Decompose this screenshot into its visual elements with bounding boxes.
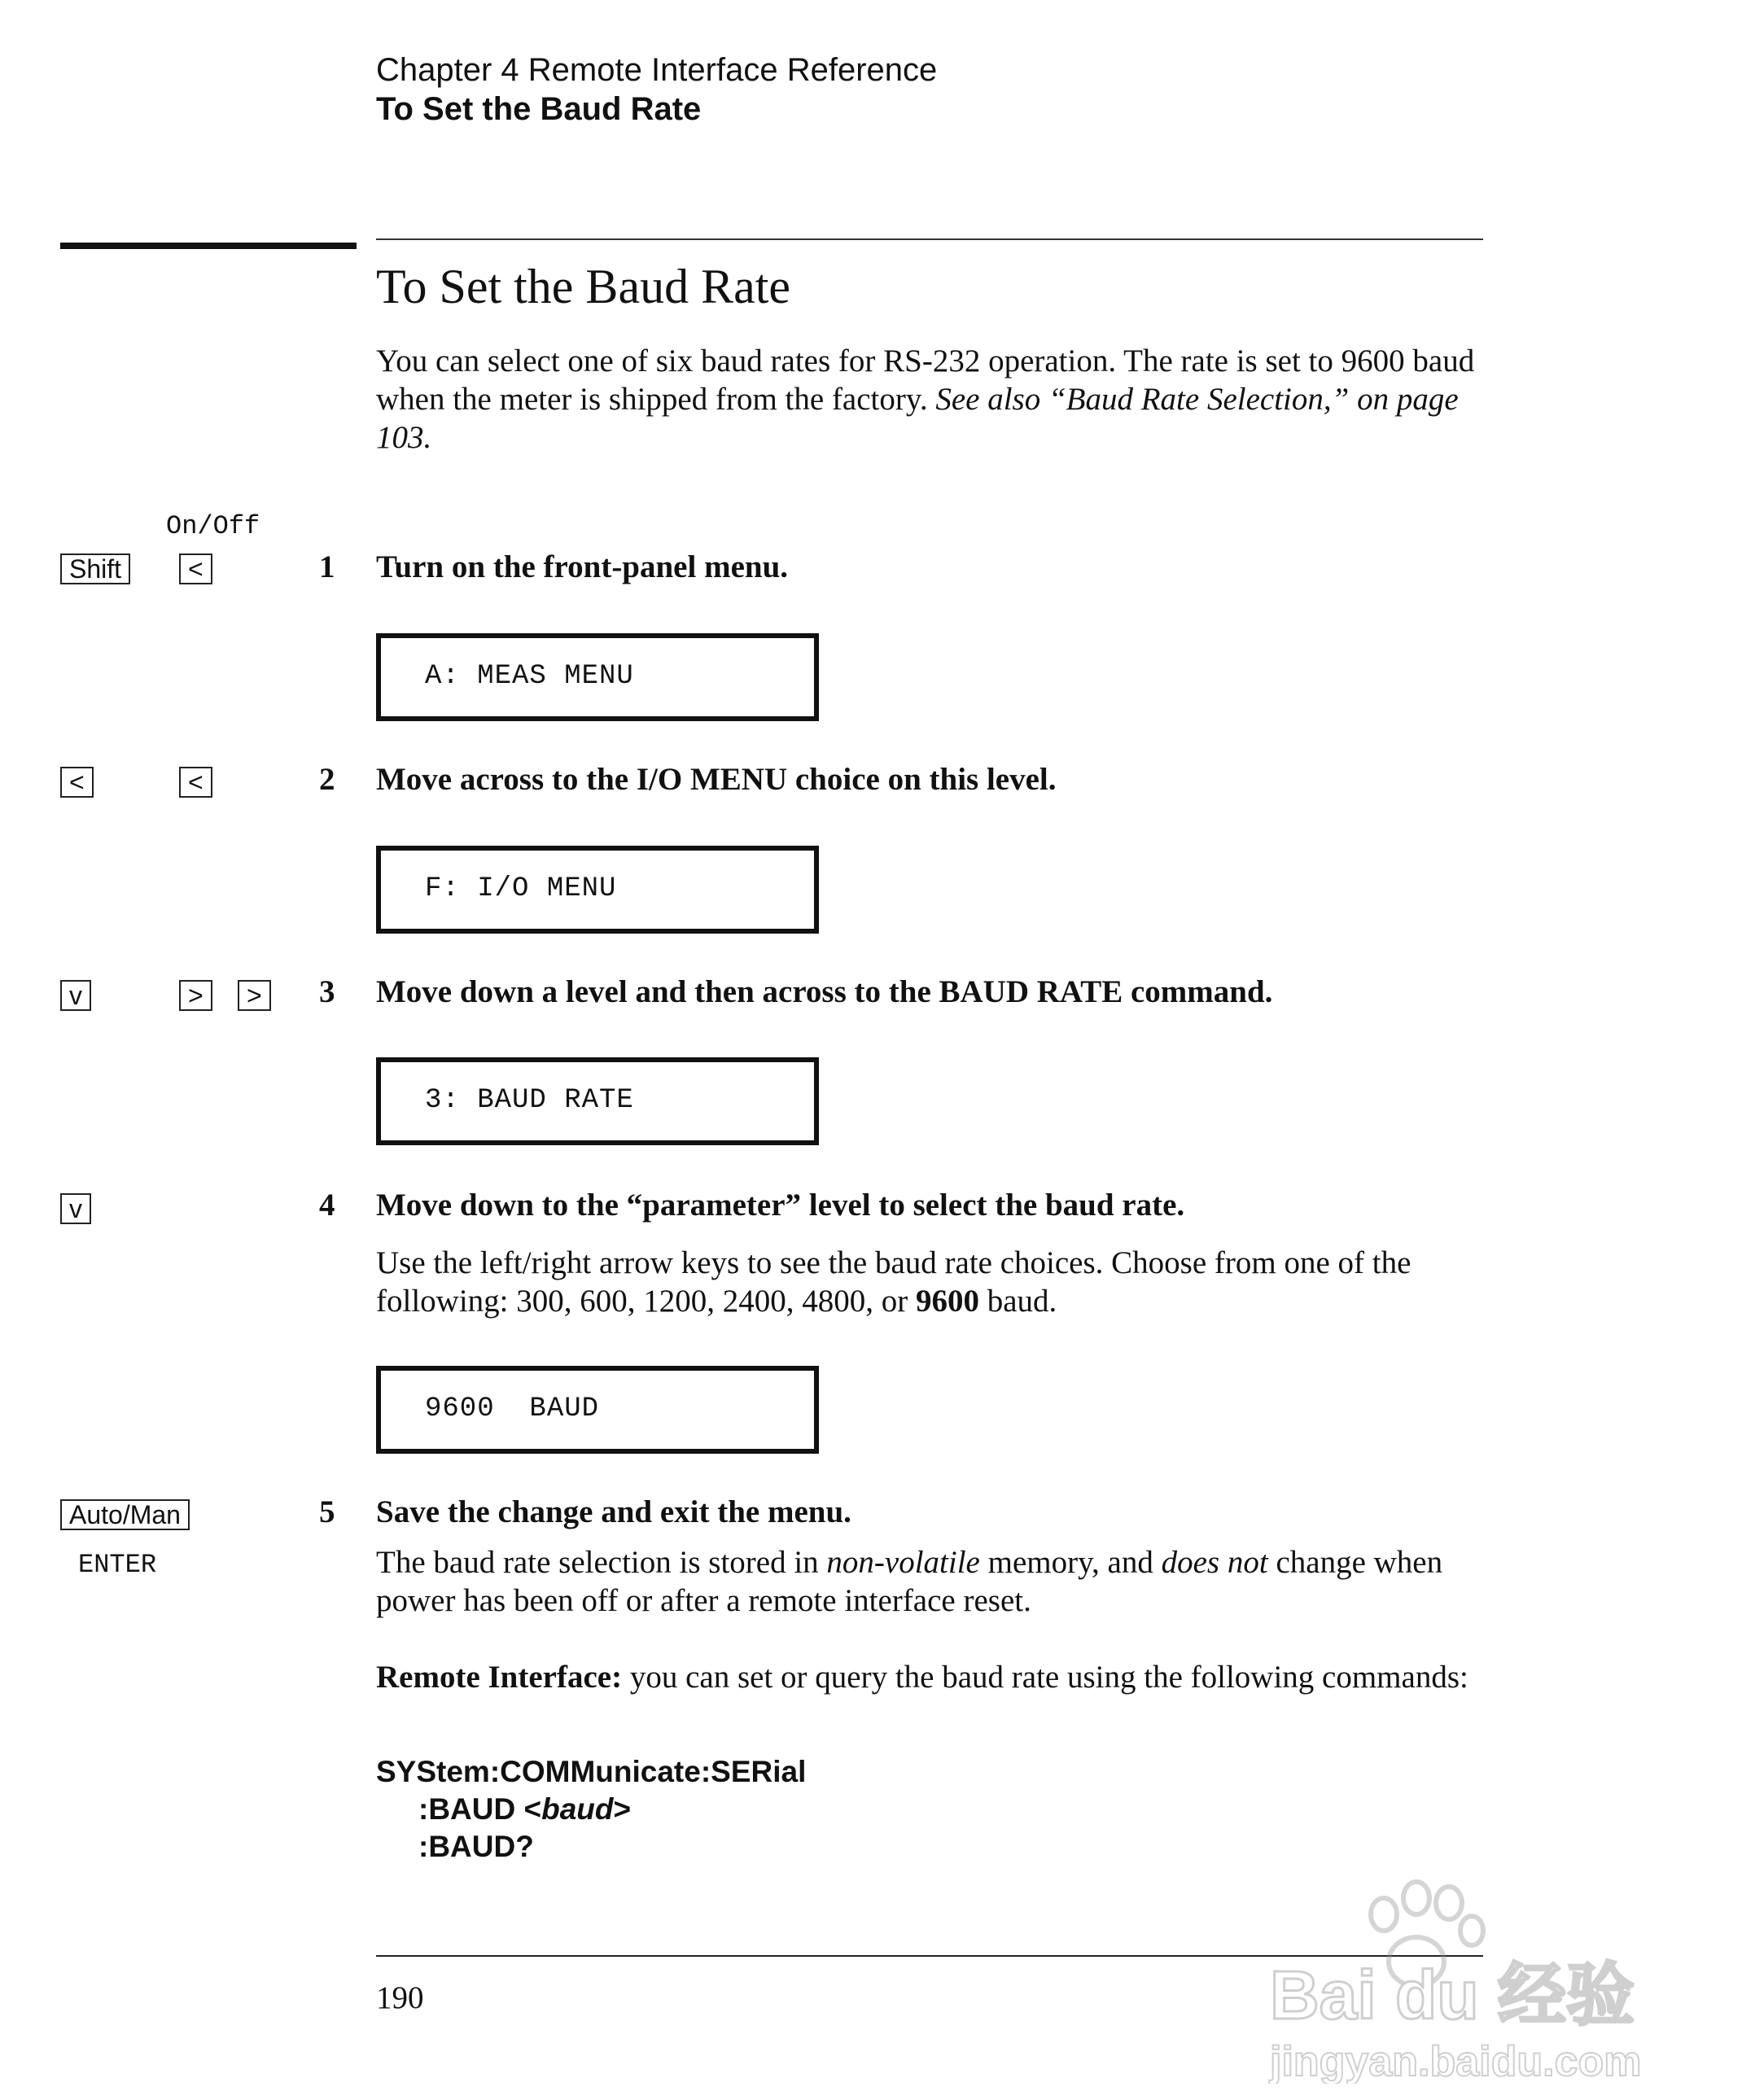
right-arrow-key[interactable]: > — [238, 980, 271, 1011]
shift-key[interactable]: Shift — [60, 553, 130, 584]
watermark-brand: Bai du 经验 — [1270, 1957, 1635, 2033]
running-header-section: To Set the Baud Rate — [376, 91, 702, 127]
step-heading: Move down a level and then across to the BAUD RATE command. — [376, 974, 1273, 1009]
step-body — [376, 1244, 1499, 1320]
auto-man-key[interactable]: Auto/Man — [60, 1499, 190, 1530]
section-rule-thin — [376, 238, 1483, 240]
down-arrow-key[interactable]: v — [60, 980, 91, 1011]
section-rule-thick — [60, 243, 357, 249]
front-panel-display — [376, 1366, 819, 1454]
key-label-enter: ENTER — [78, 1550, 157, 1580]
right-arrow-key[interactable]: > — [179, 980, 212, 1011]
running-header-chapter: Chapter 4 Remote Interface Reference — [376, 52, 938, 88]
intro-see-also: See also “Baud Rate Selection,” on page 103. — [376, 382, 1459, 455]
step-number: 4 — [319, 1188, 335, 1223]
scpi-command: SYStem:COMMunicate:SERial — [376, 1755, 807, 1788]
step-heading: Save the change and exit the menu. — [376, 1494, 851, 1529]
front-panel-display — [376, 633, 819, 721]
left-arrow-key[interactable]: < — [179, 767, 212, 798]
step-body-text: change when power has been off or after a remote interface reset. — [376, 1545, 1443, 1618]
scpi-subcommand-query: :BAUD? — [418, 1830, 534, 1863]
front-panel-display — [376, 846, 819, 934]
scpi-command-block — [376, 1753, 806, 1866]
step-body-emphasis: does not — [1161, 1545, 1268, 1580]
step-body-text: baud. — [978, 1284, 1057, 1319]
front-panel-display — [376, 1057, 819, 1145]
step-heading: Turn on the front-panel menu. — [376, 549, 789, 584]
down-arrow-key[interactable]: v — [60, 1193, 91, 1224]
step-number: 2 — [319, 762, 335, 797]
remote-interface-text: you can set or query the baud rate using the following commands: — [622, 1660, 1468, 1695]
step-body-text: The baud rate selection is stored in — [376, 1545, 827, 1580]
step-body-text: memory, and — [979, 1545, 1162, 1580]
key-label-on-off: On/Off — [166, 511, 260, 541]
scpi-command-text: :BAUD < — [418, 1792, 542, 1826]
step-body-emphasis: non-volatile — [826, 1545, 980, 1580]
left-arrow-key[interactable]: < — [179, 553, 212, 584]
intro-paragraph — [376, 342, 1499, 457]
step-body — [376, 1543, 1499, 1620]
page-title: To Set the Baud Rate — [376, 260, 791, 313]
step-heading: Move down to the “parameter” level to select the baud rate. — [376, 1188, 1185, 1223]
intro-text: You can select one of six baud rates for RS-232 operation. The rate is set to 9600 baud when the meter is shipped from the factory. — [376, 343, 1475, 417]
display-text: F: I/O MENU — [425, 873, 617, 904]
remote-interface-paragraph — [376, 1658, 1499, 1696]
scpi-command-text: > — [613, 1792, 632, 1826]
remote-interface-label: Remote Interface: — [376, 1660, 623, 1695]
step-body-text: Use the left/right arrow keys to see the baud rate choices. Choose from one of the following: 300, 600, 1200, 2400, 4800, or — [376, 1245, 1411, 1319]
step-number: 3 — [319, 974, 335, 1009]
display-text: A: MEAS MENU — [425, 661, 634, 692]
scpi-subcommand-set — [376, 1791, 806, 1828]
step-number: 5 — [319, 1494, 335, 1529]
step-heading: Move across to the I/O MENU choice on this level. — [376, 762, 1057, 797]
watermark-url: jingyan.baidu.com — [1270, 2038, 1642, 2084]
step-number: 1 — [319, 549, 335, 584]
left-arrow-key[interactable]: < — [60, 767, 94, 798]
scpi-parameter: baud — [541, 1792, 614, 1826]
page-number: 190 — [376, 1980, 424, 2015]
display-text: 9600 BAUD — [425, 1393, 600, 1424]
default-baud-value: 9600 — [915, 1284, 979, 1319]
display-text: 3: BAUD RATE — [425, 1085, 634, 1116]
baidu-watermark-logo — [1254, 1840, 1677, 2084]
